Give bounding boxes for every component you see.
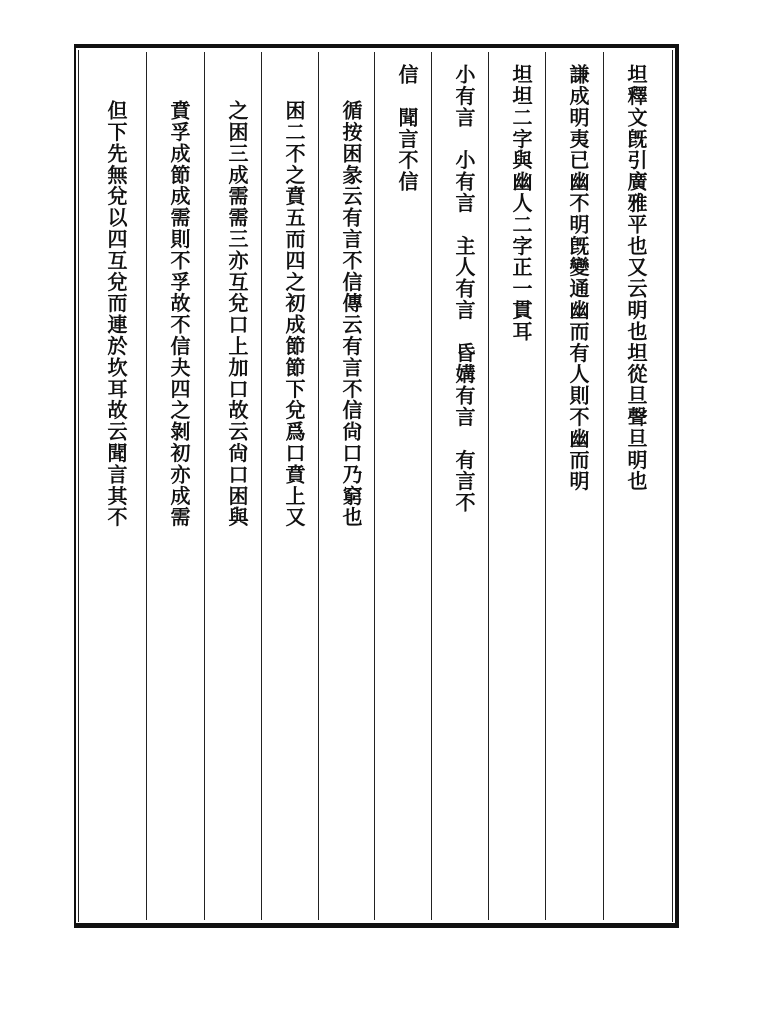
text-column-7: 困二不之賁五而四之初成節節下兌爲口賁上又 xyxy=(282,100,306,528)
text-column-8: 之困三成需需三亦互兌口上加口故云尙口困與 xyxy=(225,100,249,528)
column-rule xyxy=(146,52,147,920)
text-column-4: 小有言 小有言 主人有言 昏媾有言 有言不 xyxy=(452,64,476,514)
text-column-1: 坦釋文旣引廣雅平也又云明也坦從旦聲旦明也 xyxy=(624,64,648,492)
text-column-5: 信 聞言不信 xyxy=(395,64,419,193)
text-column-3: 坦坦二字與幽人二字正一貫耳 xyxy=(509,64,533,343)
text-column-10: 但下先無兌以四互兌而連於坎耳故云聞言其不 xyxy=(104,100,128,528)
text-column-2: 謙成明夷已幽不明旣變通幽而有人則不幽而明 xyxy=(566,64,590,492)
text-column-9: 賁孚成節成需則不孚故不信夬四之剝初亦成需 xyxy=(167,100,191,528)
text-column-6: 循按困彖云有言不信傳云有言不信尙口乃窮也 xyxy=(339,100,363,528)
